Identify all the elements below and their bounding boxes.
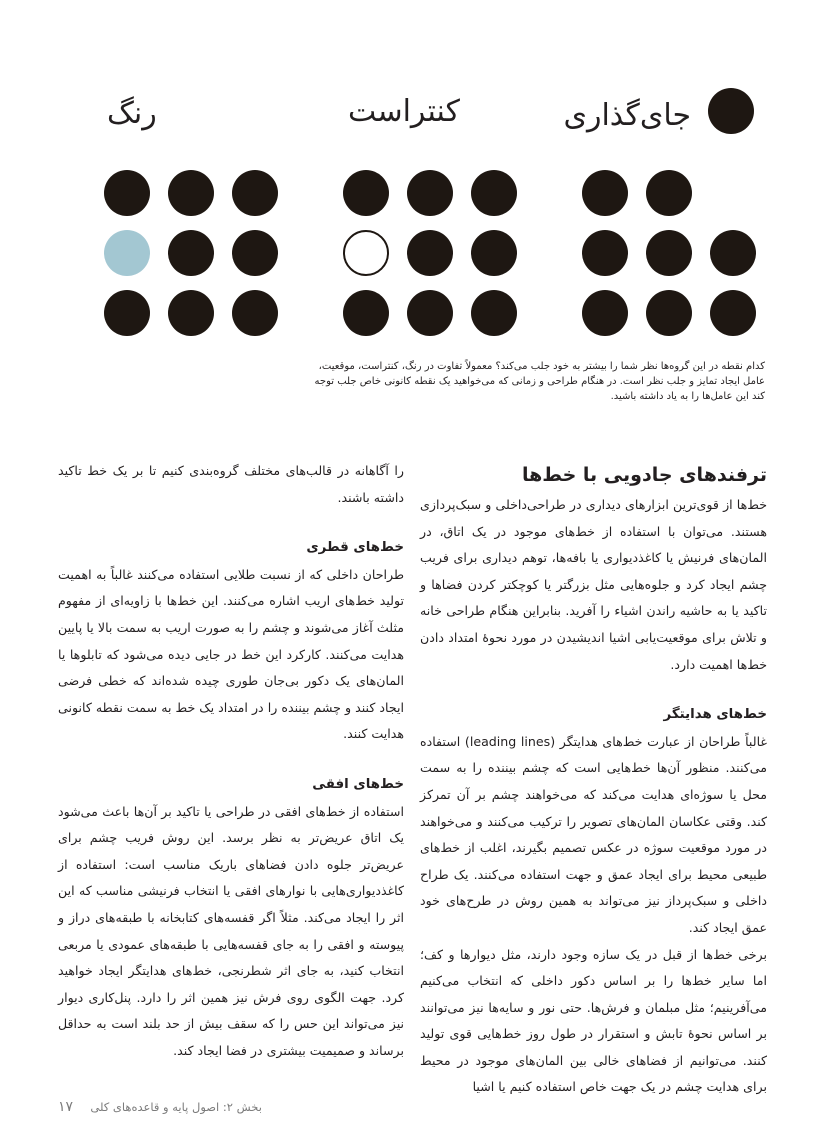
page-footer — [58, 1099, 262, 1115]
dot — [407, 290, 453, 336]
figure-caption: کدام نقطه در این گروه‌ها نظر شما را بیشتر به خود جلب می‌کند؟ معمولاً تفاوت در رنگ، کنتراست، موقعیت، عامل ایجاد تمایز و جلب نظر است. در هنگام طراحی و زمانی که می‌خواهید یک نقطه کانونی خاص جلب توجه کند این عامل‌ها را به یاد داشته باشید. — [314, 361, 765, 402]
diagonal-lines-paragraph: طراحان داخلی که از نسبت طلایی استفاده می‌کنند غالباً به اهمیت تولید خط‌های اریب اشاره می‌کنند. این خط‌ها با زاویه‌ای از مفهوم مثلث آغاز می‌شوند و چشم را به صورت اریب به سمت بالا یا پایین هدایت می‌کنند. کارکرد این خط در جایی دیده می‌شود که تابلوها یا المان‌های یک دکور بی‌جان طوری چیده شده‌اند که خطی فرضی ایجاد کنند و چشم بیننده را در امتداد یک خط به سمت نقطه کانونی هدایت کنند. — [58, 566, 404, 742]
heading-placement: جای‌گذاری — [563, 98, 691, 133]
dot — [471, 170, 517, 216]
page-number: ۱۷ — [58, 1099, 74, 1115]
dot — [646, 290, 692, 336]
dot-highlight-outline — [343, 230, 389, 276]
dot — [582, 170, 628, 216]
dot — [710, 290, 756, 336]
dot — [646, 170, 692, 216]
leading-lines-paragraph-1: غالباً طراحان از عبارت خط‌های هدایتگر (leading lines) استفاده می‌کنند. منظور آن‌ها خط‌هایی است که چشم بیننده را به سمت محل یا سوژه‌ای هدایت می‌کند که می‌خواهند چشم بر آن تمرکز کند. وقتی عکاسان المان‌های تصویر را ترکیب می‌کنند و می‌خواهند در مورد موقعیت سوژه در عکس تصمیم بگیرند، اغلب از خط‌های طبیعی محیط برای ایجاد عمق و جهت استفاده می‌کنند. یک طراح داخلی و سبک‌پرداز نیز می‌تواند به همین روش در طرح‌های خود عمق ایجاد کند. — [420, 733, 767, 935]
dot — [343, 170, 389, 216]
dot — [232, 290, 278, 336]
heading-contrast: کنتراست — [348, 94, 460, 129]
dot — [407, 170, 453, 216]
subheading-horizontal-lines: خط‌های افقی — [312, 776, 404, 792]
continued-paragraph: را آگاهانه در قالب‌های مختلف گروه‌بندی کنیم تا بر یک خط تاکید داشته باشند. — [58, 463, 404, 505]
dot — [168, 230, 214, 276]
dot — [582, 230, 628, 276]
dot-highlight-blue — [104, 230, 150, 276]
heading-color: رنگ — [107, 96, 157, 131]
dot — [104, 170, 150, 216]
left-column — [58, 458, 404, 1064]
subheading-diagonal-lines: خط‌های قطری — [306, 540, 404, 556]
horizontal-lines-paragraph: استفاده از خط‌های افقی در طراحی یا تاکید بر آن‌ها باعث می‌شود یک اتاق عریض‌تر به نظر برسد. این روش فریب چشم برای عریض‌تر جلوه دادن فضاهای باریک مناسب است: استفاده از کاغذدیواری‌هایی با نوارهای افقی یا انتخاب فرنیشی مناسب که این اثر را ایجاد می‌کند. مثلاً اگر قفسه‌های کتابخانه با طبقه‌های دراز و پیوسته و افقی را به جای قفسه‌هایی با طبقه‌های عمودی یا مربعی انتخاب کنید، به جای اثر شطرنجی، خط‌های هدایتگر ایجاد خواهید کرد. جهت الگوی روی فرش نیز همین اثر را دارد. پنل‌کاری دیوار نیز می‌تواند این حس را که سقف بیش از حد بلند است به حداقل برساند و صمیمیت بیشتری در فضا ایجاد کند. — [58, 803, 404, 1058]
leading-lines-paragraph-2: برخی خط‌ها از قبل در یک سازه وجود دارند، مثل دیوارها و کف؛ اما سایر خط‌ها را بر اساس دکور داخلی که انتخاب می‌کنیم می‌آفرینیم؛ مثل مبلمان و فرش‌ها. حتی نور و سایه‌ها نیز می‌توانند بر اساس نحوهٔ تابش و استقرار در طول روز خط‌هایی قوی تولید کنند. می‌توانیم از فضاهای خالی بین المان‌های موجود در محیط برای هدایت چشم در یک جهت خاص استفاده کنیم یا اشیا — [420, 946, 767, 1095]
dot — [104, 290, 150, 336]
dot — [582, 290, 628, 336]
dot — [471, 230, 517, 276]
right-column — [420, 460, 767, 1101]
heading-bullet — [708, 88, 754, 134]
dot — [168, 170, 214, 216]
dot — [232, 230, 278, 276]
footer-section: بخش ۲: اصول پایه و قاعده‌های کلی — [90, 1100, 262, 1114]
section-title: ترفندهای جادویی با خط‌ها — [521, 464, 767, 486]
dot — [646, 230, 692, 276]
subheading-leading-lines: خط‌های هدایتگر — [663, 707, 767, 723]
dot — [168, 290, 214, 336]
dot — [343, 290, 389, 336]
dot — [407, 230, 453, 276]
dot — [710, 230, 756, 276]
dot — [232, 170, 278, 216]
section-intro: خط‌ها از قوی‌ترین ابزارهای دیداری در طراحی‌داخلی و سبک‌پردازی هستند. می‌توان با استفاده از خط‌های موجود در یک اتاق، در المان‌های فرنیش یا کاغذدیواری یا بافه‌ها، توهم دیداری برای فریب چشم ایجاد کرد و جلوه‌هایی مثل بزرگتر یا کوچکتر کردن فضاها و تاکید یا به حاشیه راندن اشیاء را آفرید. بنابراین هنگام طراحی خانه و تلاش برای موقعیت‌یابی اشیا اندیشیدن در مورد نحوهٔ امتداد دادن خط‌ها اهمیت دارد. — [420, 497, 767, 672]
dot — [471, 290, 517, 336]
